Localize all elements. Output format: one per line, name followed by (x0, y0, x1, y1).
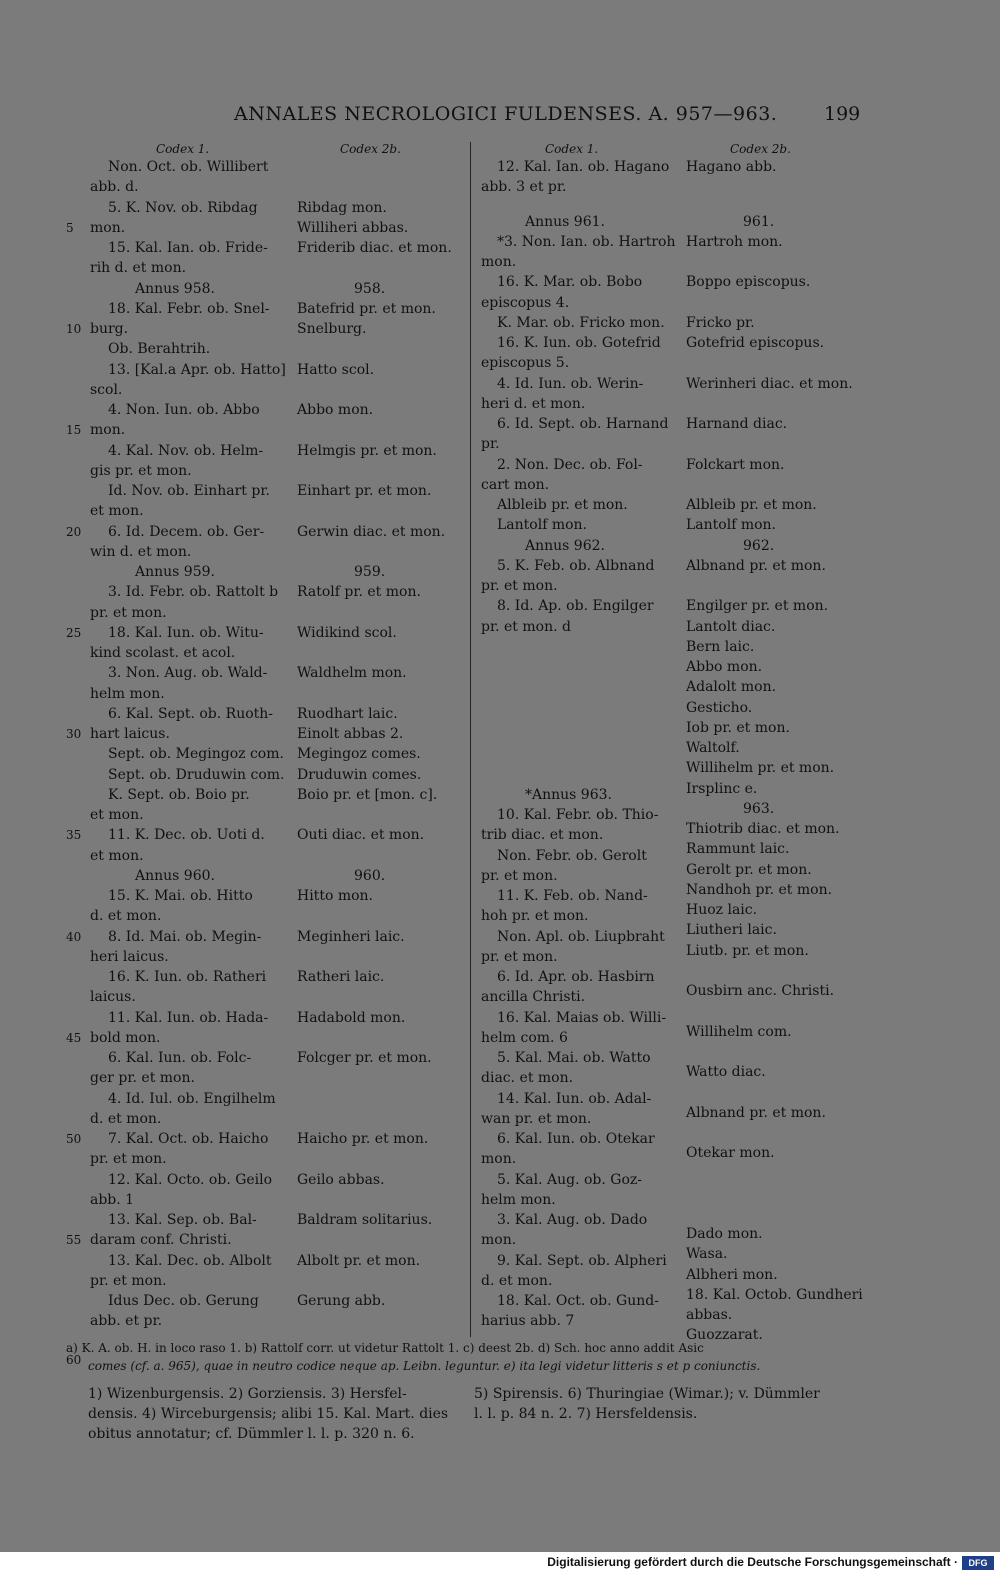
left-codex1-lines-line: 11. Kal. Iun. ob. Hada- (108, 1009, 269, 1026)
line-number: 20 (66, 524, 82, 539)
line-number: 45 (66, 1030, 82, 1045)
left-codex2-lines-line: Boio pr. et [mon. c]. (297, 786, 438, 803)
right-codex1-lines-line: 16. K. Mar. ob. Bobo (497, 274, 643, 291)
left-codex1-lines-line: 11. K. Dec. ob. Uoti d. (108, 827, 265, 844)
right-codex1-lines-line: 16. K. Iun. ob. Gotefrid (497, 335, 661, 352)
right-codex1-lines-line: Annus 961. (525, 213, 605, 230)
right-codex2-lines-line: Fricko pr. (686, 314, 755, 331)
left-codex1-lines-line: 12. Kal. Octo. ob. Geilo (108, 1171, 273, 1188)
left-codex2-lines-line: Hitto mon. (297, 888, 373, 904)
left-codex1-lines-line: Ob. Berahtrih. (108, 341, 211, 358)
note-left: densis. 4) Wirceburgensis; alibi 15. Kal. Mart. dies (88, 1406, 449, 1422)
right-codex1-lines-line: mon. (481, 1232, 517, 1249)
right-codex2-lines-line: Werinheri diac. et mon. (686, 375, 853, 392)
right-codex2-lines-line: Irsplinc e. (686, 780, 758, 797)
right-codex1-lines-line: 10. Kal. Febr. ob. Thio- (497, 807, 659, 823)
right-codex1-lines-line: 2. Non. Dec. ob. Fol- (497, 456, 643, 473)
left-codex1-lines-line: ger pr. et mon. (90, 1070, 195, 1087)
left-codex2-lines-line: Geilo abbas. (297, 1171, 385, 1188)
left-codex1-lines-line: abb. d. (90, 179, 139, 196)
right-codex2-lines-line: Hartroh mon. (686, 233, 783, 250)
right-codex1-lines-line: d. et mon. (481, 1272, 553, 1289)
left-codex1-lines-line: laicus. (90, 989, 136, 1006)
left-codex1-lines-line: burg. (90, 321, 129, 337)
right-codex2-lines-line: Adalolt mon. (686, 679, 777, 696)
right-codex2-lines-line: Thiotrib diac. et mon. (686, 821, 840, 838)
right-codex1-lines-line: 12. Kal. Ian. ob. Hagano (497, 159, 670, 175)
left-codex1-lines-line: mon. (90, 219, 126, 236)
left-codex2-lines-line: Einhart pr. et mon. (297, 483, 432, 499)
left-codex2-lines-line: Gerwin diac. et mon. (297, 523, 446, 540)
column-divider (470, 142, 471, 1337)
right-codex1-lines-line: 6. Id. Apr. ob. Hasbirn (497, 969, 655, 985)
left-codex2-lines-line: Megingoz comes. (297, 746, 421, 763)
note-left: obitus annotatur; cf. Dümmler l. l. p. 320 n. 6. (88, 1426, 415, 1442)
right-codex2-lines-line: Nandhoh pr. et mon. (686, 881, 833, 898)
right-codex1-lines-line: 8. Id. Ap. ob. Engilger (497, 598, 654, 615)
left-codex1-lines-line: win d. et mon. (90, 543, 192, 560)
left-codex1-lines-line: 4. Kal. Nov. ob. Helm- (108, 442, 264, 459)
left-codex2-lines-line: Hatto scol. (297, 361, 375, 378)
right-codex2-lines-line: Folckart mon. (686, 456, 785, 473)
right-codex1-lines-line: 14. Kal. Iun. ob. Adal- (497, 1090, 652, 1107)
left-codex1-lines-line: 4. Non. Iun. ob. Abbo (108, 402, 260, 418)
right-codex2-lines-line: Albnand pr. et mon. (686, 1104, 826, 1121)
right-codex2-lines-line: Albleib pr. et mon. (686, 497, 817, 514)
right-codex1-lines-line: pr. et mon. (481, 948, 558, 965)
left-codex1-lines-line: 13. [Kal.a Apr. ob. Hatto] (108, 361, 286, 378)
right-codex1-lines-line: harius abb. 7 (481, 1313, 575, 1330)
right-codex1-lines-line: pr. et mon. (481, 578, 558, 595)
left-codex1-lines-line: et mon. (90, 807, 144, 823)
right-codex1-lines-line: mon. (481, 254, 517, 271)
note-right: 5) Spirensis. 6) Thuringiae (Wimar.); v. Dümmler (474, 1386, 820, 1402)
left-codex1-lines-line: pr. et mon. (90, 1151, 167, 1168)
left-codex1-lines-line: 7. Kal. Oct. ob. Haicho (108, 1131, 269, 1147)
right-codex1-lines-line: episcopus 5. (481, 355, 570, 372)
footnote-line: a) K. A. ob. H. in loco raso 1. b) Rattolf corr. ut videtur Rattolt 1. c) deest 2b. d) Sch. hoc anno addit Asic (66, 1341, 704, 1355)
left-codex1-lines-line: 3. Non. Aug. ob. Wald- (108, 665, 268, 682)
right-codex2-lines-line: Ousbirn anc. Christi. (686, 983, 835, 1000)
right-codex2-lines-line: Abbo mon. (686, 659, 763, 676)
left-codex1-lines-line: pr. et mon. (90, 604, 167, 621)
left-codex1-lines-line: K. Sept. ob. Boio pr. (108, 786, 250, 803)
right-codex1-lines-line: Annus 962. (525, 537, 605, 554)
right-codex2-lines-line: Wasa. (686, 1246, 728, 1263)
right-codex2-lines-line: Boppo episcopus. (686, 274, 811, 291)
line-number: 60 (66, 1352, 82, 1367)
right-codex2-lines-line: 961. (743, 213, 775, 230)
right-codex1-lines-line: abb. 3 et pr. (481, 179, 567, 196)
left-codex1-lines-line: 3. Id. Febr. ob. Rattolt b (108, 584, 279, 601)
column-header-right-codex2: Codex 2b. (730, 142, 791, 156)
left-codex2-lines-line: Einolt abbas 2. (297, 726, 404, 742)
note-right: l. l. p. 84 n. 2. 7) Hersfeldensis. (474, 1406, 698, 1422)
right-codex2-lines-line: Waltolf. (686, 740, 740, 757)
left-codex1-lines-line: d. et mon. (90, 1110, 162, 1127)
right-codex1-lines-line: pr. et mon. (481, 867, 558, 884)
right-codex1-lines-line: 5. Kal. Aug. ob. Goz- (497, 1171, 642, 1188)
column-header-left-codex1: Codex 1. (156, 142, 210, 156)
left-codex2-lines-line: Folcger pr. et mon. (297, 1050, 432, 1066)
right-codex1-lines-line: 9. Kal. Sept. ob. Alpheri (497, 1252, 667, 1269)
left-codex1-lines-line: Annus 960. (135, 867, 215, 884)
right-codex1-lines-line: pr. (481, 436, 500, 453)
right-codex2-lines-line: Rammunt laic. (686, 841, 790, 858)
left-codex2-lines-line: Ratolf pr. et mon. (297, 584, 421, 601)
left-codex2-lines-line: Meginheri laic. (297, 928, 405, 945)
right-codex1-lines-line: Lantolf mon. (497, 517, 587, 534)
left-codex2-lines-line: Haicho pr. et mon. (297, 1131, 429, 1147)
right-codex2-lines-line: Bern laic. (686, 638, 755, 655)
line-number: 55 (66, 1233, 82, 1248)
left-codex1-lines-line: Non. Oct. ob. Willibert (108, 159, 269, 175)
right-codex1-lines-line: heri d. et mon. (481, 395, 586, 412)
left-codex1-lines-line: scol. (90, 381, 123, 398)
left-codex1-lines-line: 16. K. Iun. ob. Ratheri (108, 969, 267, 985)
line-number: 50 (66, 1132, 82, 1146)
right-codex1-lines-line: mon. (481, 1151, 517, 1168)
right-codex2-lines-line: Hagano abb. (686, 159, 777, 175)
left-codex1-lines-line: mon. (90, 422, 126, 439)
left-codex1-lines-line: heri laicus. (90, 948, 169, 965)
left-codex1-lines-line: bold mon. (90, 1029, 161, 1046)
right-codex1-lines-line: 6. Id. Sept. ob. Harnand (497, 416, 669, 433)
dfg-logo: DFG (962, 1556, 994, 1570)
left-codex1-lines-line: helm mon. (90, 685, 165, 702)
right-codex2-lines-line: Guozzarat. (686, 1327, 763, 1344)
right-codex2-lines-line: Liutheri laic. (686, 922, 777, 939)
right-codex2-lines-line: Watto diac. (686, 1064, 766, 1081)
right-codex1-lines-line: Non. Febr. ob. Gerolt (497, 847, 647, 864)
page-header (0, 103, 1000, 133)
left-codex2-lines-line: 960. (354, 867, 386, 884)
left-codex1-lines-line: kind scolast. et acol. (90, 645, 236, 661)
left-codex2-lines-line: Ruodhart laic. (297, 705, 398, 722)
right-codex2-lines-line: Gotefrid episcopus. (686, 335, 825, 352)
left-codex1-lines-line: 18. Kal. Febr. ob. Snel- (108, 300, 270, 317)
right-codex1-lines-line: pr. et mon. d (481, 618, 571, 635)
running-title: ANNALES NECROLOGICI FULDENSES. A. 957—963. (234, 103, 778, 125)
page-number: 199 (824, 103, 861, 125)
left-codex1-lines-line: et mon. (90, 847, 144, 864)
right-codex2-lines-line: 963. (743, 800, 775, 817)
right-codex2-lines-line: Albnand pr. et mon. (686, 557, 826, 574)
left-codex2-lines-line: Druduwin comes. (297, 766, 422, 783)
right-codex2-lines-line: 962. (743, 537, 775, 554)
left-codex1-lines-line: 18. Kal. Iun. ob. Witu- (108, 624, 264, 641)
footnote-line: comes (cf. a. 965), quae in neutro codice neque ap. Leibn. leguntur. e) ita legi videtur litteris s et p coniunctis. (88, 1359, 761, 1373)
right-codex1-lines-line: helm mon. (481, 1191, 556, 1208)
right-codex1-lines-line: 5. K. Feb. ob. Albnand (497, 557, 655, 574)
left-codex2-lines-line: Helmgis pr. et mon. (297, 442, 437, 459)
line-number: 40 (66, 929, 82, 944)
right-codex1-lines-line: helm com. 6 (481, 1029, 568, 1046)
left-codex1-lines-line: Idus Dec. ob. Gerung (108, 1293, 259, 1309)
left-codex1-lines-line: Sept. ob. Druduwin com. (108, 766, 285, 783)
left-codex2-lines-line: 959. (354, 564, 386, 580)
right-codex1-lines-line: episcopus 4. (481, 294, 570, 311)
right-codex2-lines-line: Lantolt diac. (686, 618, 776, 635)
left-codex1-lines-line: 15. K. Mai. ob. Hitto (108, 888, 253, 904)
right-codex2-lines-line: abbas. (686, 1307, 733, 1324)
column-header-left-codex2: Codex 2b. (340, 142, 401, 156)
right-codex2-lines-line: Willihelm com. (686, 1023, 792, 1040)
line-number: 25 (66, 625, 82, 640)
left-codex2-lines-line: Ratheri laic. (297, 969, 385, 985)
line-number: 5 (66, 220, 74, 235)
right-codex2-lines-line: Gesticho. (686, 699, 753, 716)
right-codex1-lines-line: diac. et mon. (481, 1070, 574, 1087)
left-codex1-lines-line: Sept. ob. Megingoz com. (108, 746, 284, 763)
left-codex1-lines-line: 13. Kal. Dec. ob. Albolt (108, 1252, 272, 1269)
right-codex1-lines-line: 16. Kal. Maias ob. Willi- (497, 1009, 667, 1026)
left-codex1-lines-line: 5. K. Nov. ob. Ribdag (108, 199, 258, 216)
right-codex1-lines-line: *3. Non. Ian. ob. Hartroh (497, 233, 676, 250)
funding-notice: Digitalisierung gefördert durch die Deutsche Forschungsgemeinschaft · (547, 1555, 958, 1569)
right-codex1-lines-line: K. Mar. ob. Fricko mon. (497, 314, 665, 331)
line-number: 10 (66, 322, 82, 336)
left-codex1-lines-line: daram conf. Christi. (90, 1232, 232, 1249)
right-codex2-lines-line: Lantolf mon. (686, 517, 776, 534)
left-codex2-lines-line: Ribdag mon. (297, 199, 387, 216)
left-codex1-lines-line: abb. et pr. (90, 1313, 163, 1330)
left-codex2-lines-line: Widikind scol. (297, 624, 397, 641)
right-codex2-lines-line: 18. Kal. Octob. Gundheri (686, 1286, 863, 1303)
left-codex2-lines-line: 958. (354, 280, 386, 297)
left-codex1-lines-line: gis pr. et mon. (90, 462, 192, 479)
right-codex2-lines-line: Willihelm pr. et mon. (686, 760, 835, 777)
left-codex1-lines-line: Annus 959. (135, 564, 215, 580)
left-codex1-lines-line: pr. et mon. (90, 1272, 167, 1289)
right-codex1-lines-line: 4. Id. Iun. ob. Werin- (497, 375, 644, 392)
left-codex1-lines-line: Annus 958. (135, 280, 215, 297)
left-codex2-lines-line: Albolt pr. et mon. (297, 1252, 421, 1269)
left-codex1-lines-line: 6. Id. Decem. ob. Ger- (108, 523, 265, 540)
note-left: 1) Wizenburgensis. 2) Gorziensis. 3) Hersfel- (88, 1386, 407, 1402)
left-codex1-lines-line: Id. Nov. ob. Einhart pr. (108, 483, 270, 499)
line-number: 15 (66, 423, 82, 438)
right-codex2-lines-line: Huoz laic. (686, 902, 758, 919)
right-codex1-lines-line: 6. Kal. Iun. ob. Otekar (497, 1131, 655, 1147)
line-number: 30 (66, 727, 82, 741)
right-codex2-lines-line: Otekar mon. (686, 1145, 775, 1162)
right-codex1-lines-line: Non. Apl. ob. Liupbraht (497, 928, 665, 945)
left-codex2-lines-line: Waldhelm mon. (297, 665, 407, 682)
right-codex1-lines-line: *Annus 963. (525, 786, 612, 803)
right-codex1-lines-line: Albleib pr. et mon. (497, 497, 628, 514)
left-codex1-lines-line: 13. Kal. Sep. ob. Bal- (108, 1212, 257, 1228)
left-codex1-lines-line: 15. Kal. Ian. ob. Fride- (108, 240, 268, 256)
right-codex1-lines-line: 11. K. Feb. ob. Nand- (497, 888, 648, 904)
left-codex1-lines-line: 6. Kal. Iun. ob. Folc- (108, 1050, 252, 1066)
right-codex1-lines-line: cart mon. (481, 476, 550, 493)
right-codex2-lines-line: Liutb. pr. et mon. (686, 942, 809, 959)
left-codex1-lines-line: 4. Id. Iul. ob. Engilhelm (108, 1090, 276, 1107)
left-codex2-lines-line: Outi diac. et mon. (297, 827, 425, 844)
left-codex2-lines-line: Gerung abb. (297, 1293, 386, 1309)
left-codex2-lines-line: Batefrid pr. et mon. (297, 300, 436, 317)
right-codex2-lines-line: Dado mon. (686, 1226, 763, 1243)
digitization-footer (0, 1552, 1000, 1574)
right-codex2-lines-line: Harnand diac. (686, 416, 788, 433)
left-codex2-lines-line: Williheri abbas. (297, 219, 409, 236)
left-codex2-lines-line: Hadabold mon. (297, 1009, 406, 1026)
left-codex1-lines-line: 8. Id. Mai. ob. Megin- (108, 928, 262, 945)
right-codex2-lines-line: Iob pr. et mon. (686, 719, 790, 736)
left-codex1-lines-line: d. et mon. (90, 908, 162, 925)
left-codex1-lines-line: 6. Kal. Sept. ob. Ruoth- (108, 705, 274, 722)
right-codex1-lines-line: 5. Kal. Mai. ob. Watto (497, 1050, 651, 1066)
right-codex1-lines-line: wan pr. et mon. (481, 1110, 592, 1127)
right-codex2-lines-line: Gerolt pr. et mon. (686, 861, 812, 878)
left-codex1-lines-line: hart laicus. (90, 726, 170, 742)
left-codex1-lines-line: rih d. et mon. (90, 260, 187, 277)
right-codex1-lines-line: hoh pr. et mon. (481, 908, 589, 925)
column-header-right-codex1: Codex 1. (545, 142, 599, 156)
left-codex1-lines-line: abb. 1 (90, 1191, 135, 1208)
right-codex1-lines-line: 18. Kal. Oct. ob. Gund- (497, 1293, 659, 1309)
right-codex1-lines-line: ancilla Christi. (481, 989, 586, 1006)
line-number: 35 (66, 828, 82, 843)
right-codex2-lines-line: Engilger pr. et mon. (686, 598, 829, 615)
left-codex2-lines-line: Snelburg. (297, 321, 367, 337)
right-codex1-lines-line: 3. Kal. Aug. ob. Dado (497, 1212, 648, 1228)
left-codex2-lines-line: Friderib diac. et mon. (297, 240, 452, 256)
left-codex1-lines-line: et mon. (90, 503, 144, 520)
left-codex2-lines-line: Abbo mon. (297, 402, 374, 418)
left-codex2-lines-line: Baldram solitarius. (297, 1212, 433, 1228)
right-codex1-lines-line: trib diac. et mon. (481, 827, 604, 844)
right-codex2-lines-line: Albheri mon. (686, 1266, 778, 1283)
